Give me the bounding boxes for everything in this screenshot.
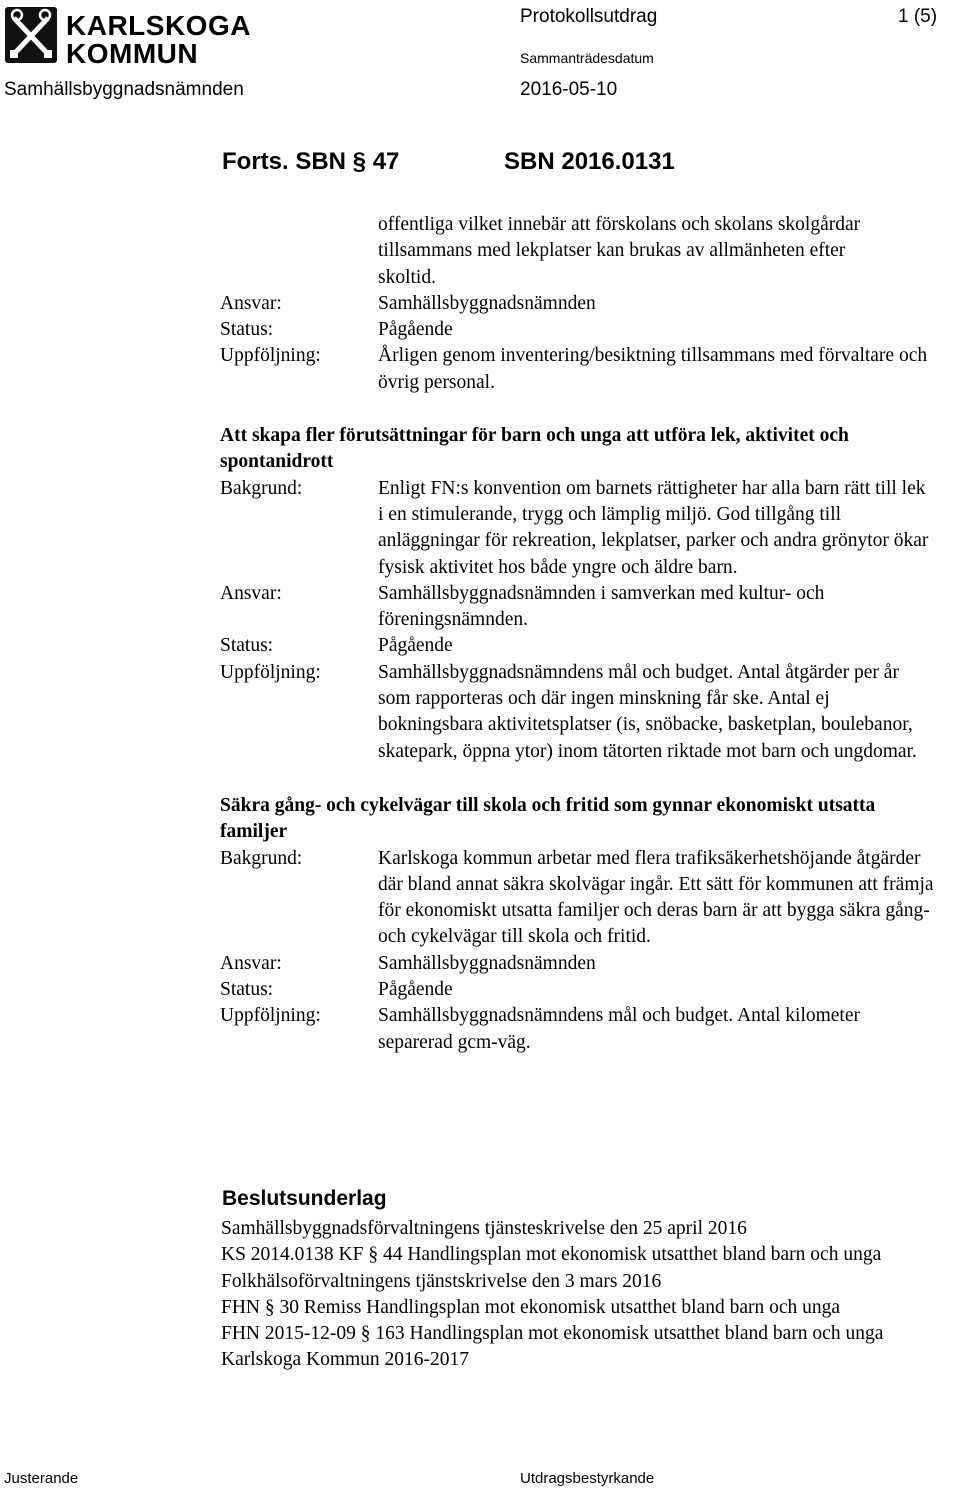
coat-of-arms-icon [4,6,62,64]
ansvar-value: Samhällsbyggnadsnämnden [378,952,596,974]
status-value: Pågående [378,635,453,657]
committee-name: Samhällsbyggnadsnämnden [4,79,244,100]
meeting-date: 2016-05-10 [520,79,618,100]
bakgrund-row [220,846,960,951]
beslutsunderlag-item: KS 2014.0138 KF § 44 Handlingsplan mot ekonomisk utsatthet bland barn och unga [221,1244,882,1266]
intro-line: offentliga vilket innebär att förskolans och skolans skolgårdar [378,214,861,235]
ansvar-value: Samhällsbyggnadsnämnden [378,292,596,314]
municipality-logo [4,6,251,69]
status-label: Status: [220,979,274,1001]
logo-line-1: KARLSKOGA [66,10,251,41]
uppfoljning-label: Uppföljning: [220,661,321,683]
case-reference: SBN 2016.0131 [504,148,675,175]
beslutsunderlag-title: Beslutsunderlag [222,1187,387,1210]
meeting-date-label: Sammanträdesdatum [520,50,654,66]
ansvar-row [220,951,960,977]
beslutsunderlag-item: FHN 2015-12-09 § 163 Handlingsplan mot ekonomisk utsatthet bland barn och unga Karlskoga Kommun 2016-2017 [221,1323,884,1371]
logo-wordmark [66,12,251,68]
beslutsunderlag-list [221,1216,956,1374]
intro-ansvar-row [220,291,960,317]
status-label: Status: [220,635,274,657]
section-heading: Säkra gång- och cykelvägar till skola och fritid som gynnar ekonomiskt utsatta familjer [220,794,876,843]
bakgrund-value: Enligt FN:s konvention om barnets rättigheter har alla barn rätt till lek i en stimulerande, trygg och lämplig miljö. God tillgång till anläggningar för rekreation, lekplatser, parker och andra grönytor ökar fysisk aktivitet hos både yngre och äldre barn. [378,477,929,578]
uppfoljning-row [220,660,960,765]
page-number: 1 (5) [898,6,938,27]
uppfoljning-label: Uppföljning: [220,345,321,367]
bakgrund-row [220,476,960,581]
logo-line-2: KOMMUN [66,38,199,69]
ansvar-label: Ansvar: [220,582,282,604]
uppfoljning-value: Årligen genom inventering/besiktning tillsammans med förvaltare och övrig personal. [378,345,928,393]
status-row [220,977,960,1003]
beslutsunderlag-item: FHN § 30 Remiss Handlingsplan mot ekonomisk utsatthet bland barn och unga [221,1296,841,1318]
section-heading: Att skapa fler förutsättningar för barn och unga att utföra lek, aktivitet och spontanidrott [220,425,849,473]
status-label: Status: [220,319,274,341]
protocol-body [220,212,960,1056]
uppfoljning-value: Samhällsbyggnadsnämndens mål och budget. Antal kilometer separerad gcm-väg. [378,1005,860,1053]
bakgrund-value: Karlskoga kommun arbetar med flera trafiksäkerhetshöjande åtgärder där bland annat säkra skolvägar ingår. Ett sätt för kommunen att främja för ekonomiskt utsatta familjer och deras barn är att bygga säkra gång- och cykelvägar till skola och fritid. [378,847,934,948]
uppfoljning-value: Samhällsbyggnadsnämndens mål och budget. Antal åtgärder per år som rapporteras och där ingen minskning får ske. Antal ej bokningsbara aktivitetsplatser (is, snöbacke, basketplan, boulebanor, skatepark, öppna ytor) inom tätorten riktade mot barn och ungdomar. [378,661,917,762]
intro-line: tillsammans med lekplatser kan brukas av allmänheten efter [378,240,846,262]
document-type: Protokollsutdrag [520,6,658,27]
bakgrund-label: Bakgrund: [220,477,303,499]
case-number: Forts. SBN § 47 [222,148,400,175]
uppfoljning-label: Uppföljning: [220,1005,321,1027]
footer-utdragsbestyrkande: Utdragsbestyrkande [520,1470,655,1487]
intro-uppfoljning-row [220,343,960,396]
intro-status-row [220,317,960,343]
ansvar-row [220,581,960,634]
status-row [220,633,960,659]
ansvar-label: Ansvar: [220,952,282,974]
beslutsunderlag-item: Samhällsbyggnadsförvaltningens tjänsteskrivelse den 25 april 2016 [221,1218,747,1239]
bakgrund-label: Bakgrund: [220,847,303,869]
footer-justerande: Justerande [4,1470,79,1487]
ansvar-label: Ansvar: [220,292,282,314]
status-value: Pågående [378,319,453,341]
intro-line: skoltid. [378,266,436,288]
intro-text [220,212,934,291]
beslutsunderlag-item: Folkhälsoförvaltningens tjänstskrivelse den 3 mars 2016 [221,1270,662,1292]
status-value: Pågående [378,979,453,1001]
ansvar-value: Samhällsbyggnadsnämnden i samverkan med kultur- och föreningsnämnden. [378,582,825,631]
uppfoljning-row [220,1003,960,1056]
